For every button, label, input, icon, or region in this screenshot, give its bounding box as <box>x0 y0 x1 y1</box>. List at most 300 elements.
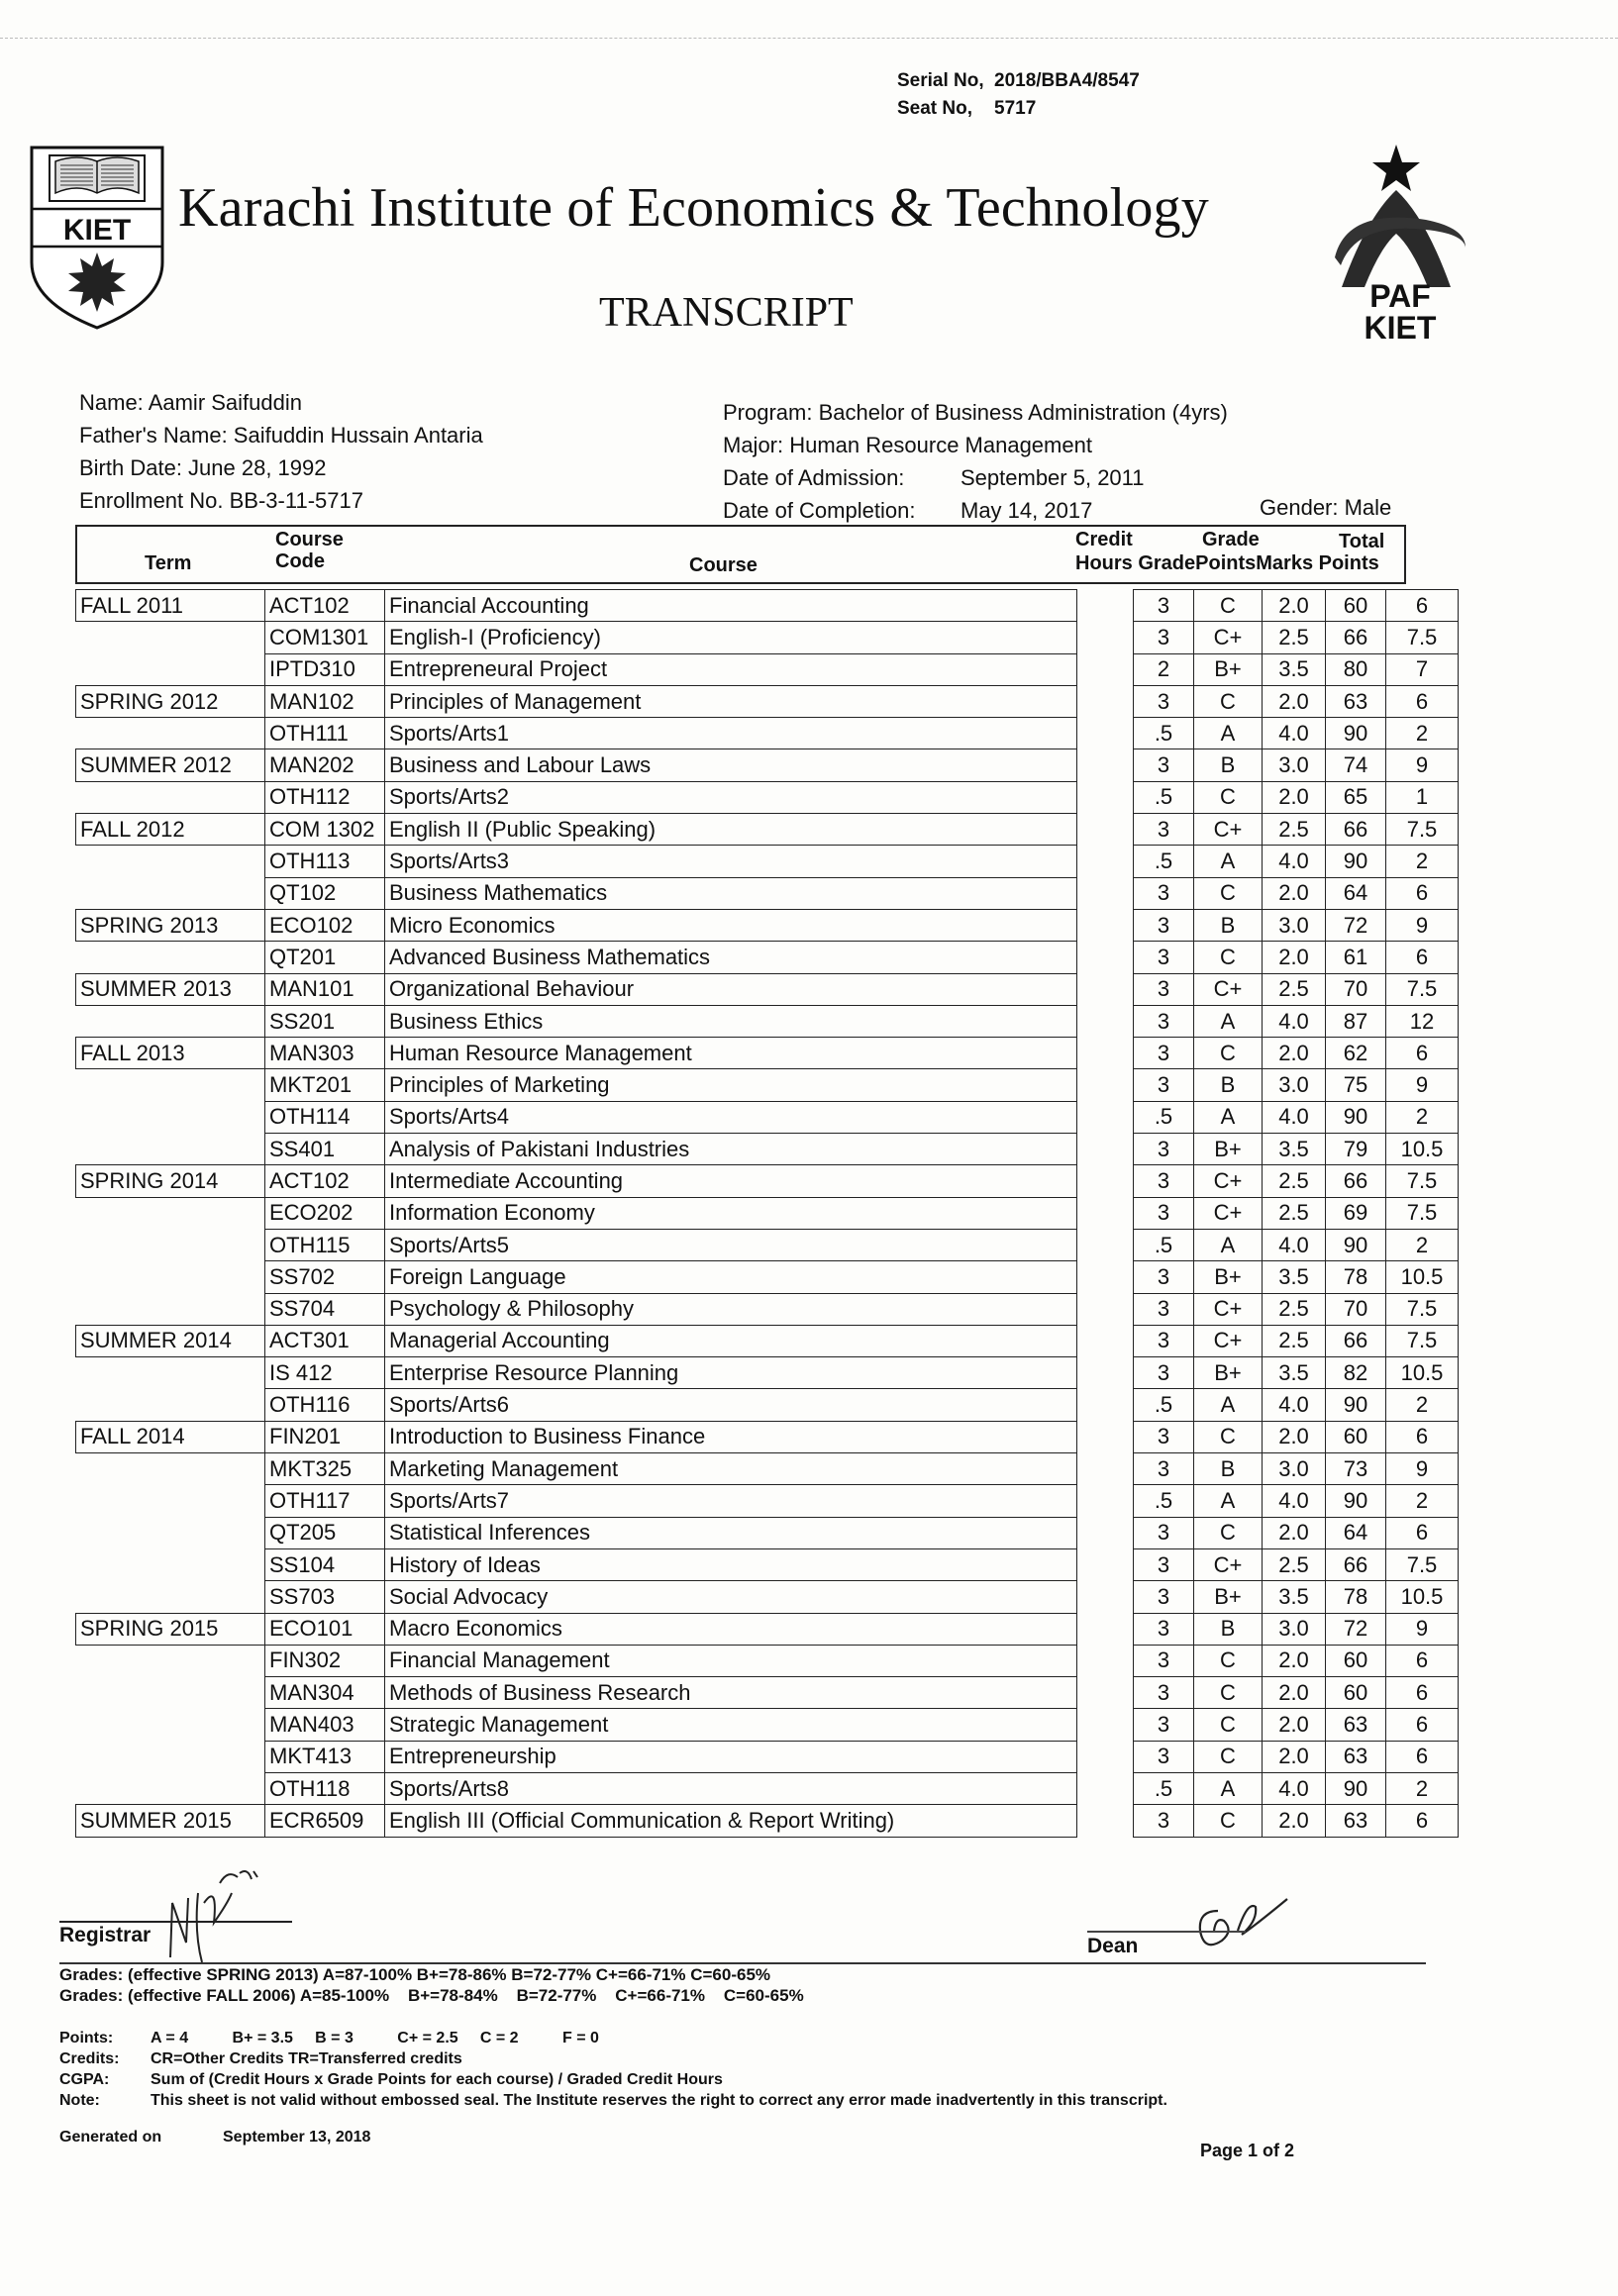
serial-label: Serial No, <box>897 70 984 91</box>
registrar-signature-line <box>59 1921 292 1923</box>
grade-cell: B <box>1194 909 1263 941</box>
table-row <box>76 1645 1459 1676</box>
term-cell <box>76 942 265 973</box>
term-cell: SPRING 2013 <box>76 909 265 941</box>
course-name-cell: Statistical Inferences <box>385 1517 1077 1548</box>
grade-points-cell: 2.5 <box>1263 622 1326 653</box>
grade-points-cell: 3.5 <box>1263 1357 1326 1389</box>
table-row <box>76 1389 1459 1421</box>
grade-points-cell: 2.0 <box>1263 1517 1326 1548</box>
course-name-cell: History of Ideas <box>385 1548 1077 1580</box>
credit-hours-cell: .5 <box>1134 1485 1194 1517</box>
total-points-cell: 10.5 <box>1386 1357 1459 1389</box>
course-code-cell: COM1301 <box>265 622 385 653</box>
grade-cell: C <box>1194 1517 1263 1548</box>
course-name-cell: Sports/Arts2 <box>385 781 1077 813</box>
course-code-cell: MAN403 <box>265 1709 385 1741</box>
credit-hours-cell: 3 <box>1134 590 1194 622</box>
course-code-cell: OTH116 <box>265 1389 385 1421</box>
term-cell <box>76 1229 265 1260</box>
spacer-cell <box>1077 846 1134 877</box>
course-name-cell: Business Mathematics <box>385 877 1077 909</box>
total-points-cell: 6 <box>1386 1709 1459 1741</box>
term-cell <box>76 1453 265 1485</box>
institute-name: Karachi Institute of Economics & Technology <box>178 177 1209 239</box>
course-name-cell: Human Resource Management <box>385 1038 1077 1069</box>
course-code-cell: IS 412 <box>265 1357 385 1389</box>
grade-cell: B <box>1194 749 1263 781</box>
marks-cell: 69 <box>1326 1197 1386 1229</box>
credit-hours-cell: 3 <box>1134 1645 1194 1676</box>
course-name-cell: Sports/Arts5 <box>385 1229 1077 1260</box>
table-row <box>76 814 1459 846</box>
grade-points-cell: 3.0 <box>1263 1453 1326 1485</box>
marks-cell: 90 <box>1326 846 1386 877</box>
credit-hours-cell: 3 <box>1134 877 1194 909</box>
table-row <box>76 1069 1459 1101</box>
grade-cell: A <box>1194 846 1263 877</box>
grade-points-cell: 2.0 <box>1263 942 1326 973</box>
total-points-cell: 7.5 <box>1386 1548 1459 1580</box>
total-points-cell: 1 <box>1386 781 1459 813</box>
grade-cell: C <box>1194 1645 1263 1676</box>
spacer-cell <box>1077 1453 1134 1485</box>
grade-points-cell: 4.0 <box>1263 846 1326 877</box>
spacer-cell <box>1077 685 1134 717</box>
seat-number: 5717 <box>994 98 1037 119</box>
course-name-cell: Business and Labour Laws <box>385 749 1077 781</box>
marks-cell: 73 <box>1326 1453 1386 1485</box>
spacer-cell <box>1077 1421 1134 1452</box>
course-code-cell: MAN304 <box>265 1677 385 1709</box>
term-cell: SUMMER 2015 <box>76 1805 265 1837</box>
term-cell: FALL 2012 <box>76 814 265 846</box>
credit-hours-cell: 3 <box>1134 685 1194 717</box>
table-row <box>76 1325 1459 1356</box>
table-row <box>76 1741 1459 1772</box>
course-code-cell: MAN101 <box>265 973 385 1005</box>
grade-cell: C <box>1194 942 1263 973</box>
enrollment-number: Enrollment No. BB-3-11-5717 <box>79 488 363 513</box>
total-points-cell: 10.5 <box>1386 1134 1459 1165</box>
total-points-cell: 7.5 <box>1386 814 1459 846</box>
admission-label: Date of Admission: <box>723 465 905 490</box>
course-code-cell: QT205 <box>265 1517 385 1548</box>
table-row <box>76 1805 1459 1837</box>
course-code-cell: MAN102 <box>265 685 385 717</box>
spacer-cell <box>1077 1805 1134 1837</box>
total-points-cell: 6 <box>1386 877 1459 909</box>
grade-cell: C+ <box>1194 1165 1263 1197</box>
course-name-cell: Intermediate Accounting <box>385 1165 1077 1197</box>
grade-cell: A <box>1194 718 1263 749</box>
book-icon <box>55 157 139 193</box>
grade-points-cell: 3.5 <box>1263 653 1326 685</box>
cgpa-value: Sum of (Credit Hours x Grade Points for each course) / Graded Credit Hours <box>151 2071 723 2088</box>
grade-points-cell: 3.0 <box>1263 1613 1326 1645</box>
spacer-cell <box>1077 909 1134 941</box>
spacer-cell <box>1077 622 1134 653</box>
course-code-cell: ECR6509 <box>265 1805 385 1837</box>
document-title: TRANSCRIPT <box>599 290 854 336</box>
course-code-cell: MKT325 <box>265 1453 385 1485</box>
grades-fall-2006: Grades: (effective FALL 2006) A=85-100% B+=78-84% B=72-77% C+=66-71% C=60-65% <box>59 1986 804 2005</box>
term-cell <box>76 1357 265 1389</box>
term-cell <box>76 1134 265 1165</box>
course-code-cell: IPTD310 <box>265 653 385 685</box>
table-row <box>76 1261 1459 1293</box>
course-code-cell: FIN302 <box>265 1645 385 1676</box>
course-code-cell: QT201 <box>265 942 385 973</box>
marks-cell: 90 <box>1326 1229 1386 1260</box>
marks-cell: 75 <box>1326 1069 1386 1101</box>
total-points-cell: 6 <box>1386 1038 1459 1069</box>
grade-points-cell: 3.0 <box>1263 749 1326 781</box>
marks-cell: 90 <box>1326 1772 1386 1804</box>
term-cell: FALL 2011 <box>76 590 265 622</box>
total-points-cell: 2 <box>1386 1229 1459 1260</box>
grade-points-cell: 2.0 <box>1263 1645 1326 1676</box>
course-name-cell: English II (Public Speaking) <box>385 814 1077 846</box>
grade-points-cell: 2.5 <box>1263 1197 1326 1229</box>
total-points-cell: 9 <box>1386 1069 1459 1101</box>
spacer-cell <box>1077 1548 1134 1580</box>
total-points-cell: 2 <box>1386 846 1459 877</box>
course-name-cell: Entrepreneural Project <box>385 653 1077 685</box>
marks-cell: 65 <box>1326 781 1386 813</box>
spacer-cell <box>1077 1677 1134 1709</box>
course-code-cell: ACT102 <box>265 1165 385 1197</box>
grade-cell: C <box>1194 877 1263 909</box>
credit-hours-cell: 2 <box>1134 653 1194 685</box>
course-name-cell: Enterprise Resource Planning <box>385 1357 1077 1389</box>
course-name-cell: Principles of Marketing <box>385 1069 1077 1101</box>
spacer-cell <box>1077 1101 1134 1133</box>
credit-hours-cell: .5 <box>1134 1389 1194 1421</box>
course-name-cell: Sports/Arts8 <box>385 1772 1077 1804</box>
table-row <box>76 622 1459 653</box>
credit-hours-cell: 3 <box>1134 973 1194 1005</box>
grade-points-cell: 4.0 <box>1263 1485 1326 1517</box>
term-cell <box>76 1548 265 1580</box>
term-cell <box>76 1677 265 1709</box>
term-cell <box>76 877 265 909</box>
total-points-cell: 10.5 <box>1386 1261 1459 1293</box>
table-row <box>76 846 1459 877</box>
grade-points-cell: 4.0 <box>1263 1389 1326 1421</box>
spacer-cell <box>1077 1261 1134 1293</box>
course-name-cell: Psychology & Philosophy <box>385 1293 1077 1325</box>
dean-signature <box>1188 1891 1307 1960</box>
course-code-cell: OTH113 <box>265 846 385 877</box>
course-name-cell: Social Advocacy <box>385 1581 1077 1613</box>
dean-label: Dean <box>1087 1935 1139 1957</box>
table-row <box>76 1293 1459 1325</box>
course-code-cell: SS401 <box>265 1134 385 1165</box>
credit-hours-cell: 3 <box>1134 1069 1194 1101</box>
grade-cell: A <box>1194 1229 1263 1260</box>
grade-cell: B+ <box>1194 1261 1263 1293</box>
course-name-cell: Entrepreneurship <box>385 1741 1077 1772</box>
course-name-cell: Strategic Management <box>385 1709 1077 1741</box>
table-row <box>76 1005 1459 1037</box>
credit-hours-cell: 3 <box>1134 1261 1194 1293</box>
grade-points-cell: 2.5 <box>1263 1325 1326 1356</box>
course-code-cell: ACT102 <box>265 590 385 622</box>
table-row <box>76 1134 1459 1165</box>
term-cell <box>76 781 265 813</box>
credit-hours-cell: 3 <box>1134 1325 1194 1356</box>
total-points-cell: 6 <box>1386 942 1459 973</box>
total-points-cell: 2 <box>1386 1389 1459 1421</box>
table-row <box>76 1548 1459 1580</box>
course-name-cell: Marketing Management <box>385 1453 1077 1485</box>
spacer-cell <box>1077 1229 1134 1260</box>
logo-kiet-text: KIET <box>1364 310 1437 346</box>
spacer-cell <box>1077 1005 1134 1037</box>
grade-points-cell: 2.0 <box>1263 781 1326 813</box>
marks-cell: 80 <box>1326 653 1386 685</box>
grade-cell: C+ <box>1194 622 1263 653</box>
credit-hours-cell: 3 <box>1134 622 1194 653</box>
credit-hours-cell: 3 <box>1134 1005 1194 1037</box>
marks-cell: 60 <box>1326 590 1386 622</box>
generated-label: Generated on <box>59 2129 162 2146</box>
course-name-cell: Financial Management <box>385 1645 1077 1676</box>
table-row <box>76 1101 1459 1133</box>
header-hours-row: Hours GradePointsMarks Points <box>1075 552 1379 574</box>
table-row <box>76 1453 1459 1485</box>
logo-paf-text: PAF <box>1369 278 1431 314</box>
spacer-cell <box>1077 1165 1134 1197</box>
grade-cell: A <box>1194 1772 1263 1804</box>
seat-label: Seat No, <box>897 98 973 119</box>
grade-points-cell: 3.0 <box>1263 909 1326 941</box>
term-cell <box>76 1709 265 1741</box>
marks-cell: 74 <box>1326 749 1386 781</box>
grade-cell: C <box>1194 590 1263 622</box>
table-row <box>76 1709 1459 1741</box>
term-cell <box>76 846 265 877</box>
total-points-cell: 7.5 <box>1386 1165 1459 1197</box>
scan-edge <box>0 38 1618 39</box>
course-name-cell: Introduction to Business Finance <box>385 1421 1077 1452</box>
total-points-cell: 6 <box>1386 1741 1459 1772</box>
table-row <box>76 1197 1459 1229</box>
grade-cell: B+ <box>1194 1357 1263 1389</box>
header-code-line2: Code <box>275 550 325 572</box>
marks-cell: 87 <box>1326 1005 1386 1037</box>
total-points-cell: 7.5 <box>1386 1293 1459 1325</box>
marks-cell: 82 <box>1326 1357 1386 1389</box>
credit-hours-cell: 3 <box>1134 1165 1194 1197</box>
course-code-cell: OTH115 <box>265 1229 385 1260</box>
course-name-cell: Financial Accounting <box>385 590 1077 622</box>
spacer-cell <box>1077 1485 1134 1517</box>
table-row <box>76 781 1459 813</box>
transcript-table <box>75 589 1459 1838</box>
course-name-cell: Methods of Business Research <box>385 1677 1077 1709</box>
term-cell <box>76 1101 265 1133</box>
term-cell: SPRING 2014 <box>76 1165 265 1197</box>
grade-cell: C+ <box>1194 814 1263 846</box>
spacer-cell <box>1077 718 1134 749</box>
admission-date: September 5, 2011 <box>961 465 1145 490</box>
course-name-cell: English-I (Proficiency) <box>385 622 1077 653</box>
term-cell <box>76 622 265 653</box>
grade-cell: A <box>1194 1389 1263 1421</box>
student-info-right <box>723 396 1228 527</box>
spacer-cell <box>1077 653 1134 685</box>
total-points-cell: 2 <box>1386 1772 1459 1804</box>
grade-points-cell: 4.0 <box>1263 718 1326 749</box>
header-total: Total <box>1339 531 1385 552</box>
term-cell: FALL 2014 <box>76 1421 265 1452</box>
marks-cell: 60 <box>1326 1677 1386 1709</box>
course-code-cell: QT102 <box>265 877 385 909</box>
grading-scales <box>59 1964 804 2006</box>
total-points-cell: 10.5 <box>1386 1581 1459 1613</box>
course-code-cell: ECO202 <box>265 1197 385 1229</box>
grade-points-cell: 2.5 <box>1263 1293 1326 1325</box>
total-points-cell: 6 <box>1386 685 1459 717</box>
table-row <box>76 749 1459 781</box>
header-grade-top: Grade <box>1202 529 1260 550</box>
spacer-cell <box>1077 1357 1134 1389</box>
grades-spring-2013: Grades: (effective SPRING 2013) A=87-100% B+=78-86% B=72-77% C+=66-71% C=60-65% <box>59 1965 771 1984</box>
grade-cell: C <box>1194 1805 1263 1837</box>
kiet-crest-logo <box>28 144 166 332</box>
marks-cell: 72 <box>1326 1613 1386 1645</box>
credits-value: CR=Other Credits TR=Transferred credits <box>151 2050 462 2067</box>
term-cell <box>76 1485 265 1517</box>
course-code-cell: MAN202 <box>265 749 385 781</box>
course-code-cell: MAN303 <box>265 1038 385 1069</box>
course-name-cell: Principles of Management <box>385 685 1077 717</box>
spacer-cell <box>1077 1325 1134 1356</box>
grade-points-cell: 2.0 <box>1263 877 1326 909</box>
spacer-cell <box>1077 1134 1134 1165</box>
course-code-cell: SS201 <box>265 1005 385 1037</box>
grade-points-cell: 4.0 <box>1263 1005 1326 1037</box>
term-cell <box>76 1389 265 1421</box>
spacer-cell <box>1077 749 1134 781</box>
serial-block <box>897 67 1140 123</box>
table-row <box>76 1772 1459 1804</box>
total-points-cell: 7.5 <box>1386 622 1459 653</box>
table-row <box>76 685 1459 717</box>
total-points-cell: 6 <box>1386 1677 1459 1709</box>
table-row <box>76 1517 1459 1548</box>
term-cell <box>76 1581 265 1613</box>
marks-cell: 62 <box>1326 1038 1386 1069</box>
credit-hours-cell: 3 <box>1134 1613 1194 1645</box>
credit-hours-cell: 3 <box>1134 1421 1194 1452</box>
registrar-signature <box>158 1863 297 1972</box>
marks-cell: 64 <box>1326 877 1386 909</box>
total-points-cell: 6 <box>1386 1421 1459 1452</box>
term-cell <box>76 718 265 749</box>
serial-number: 2018/BBA4/8547 <box>994 70 1140 91</box>
total-points-cell: 9 <box>1386 1613 1459 1645</box>
marks-cell: 66 <box>1326 622 1386 653</box>
total-points-cell: 9 <box>1386 909 1459 941</box>
grade-points-cell: 2.0 <box>1263 1709 1326 1741</box>
marks-cell: 63 <box>1326 1709 1386 1741</box>
gender: Gender: Male <box>1260 495 1392 520</box>
course-name-cell: Sports/Arts1 <box>385 718 1077 749</box>
marks-cell: 90 <box>1326 718 1386 749</box>
grade-points-cell: 2.0 <box>1263 1421 1326 1452</box>
term-cell <box>76 1772 265 1804</box>
grade-cell: C+ <box>1194 1197 1263 1229</box>
spacer-cell <box>1077 877 1134 909</box>
total-points-cell: 6 <box>1386 1805 1459 1837</box>
marks-cell: 61 <box>1326 942 1386 973</box>
table-header <box>75 525 1406 584</box>
total-points-cell: 7 <box>1386 653 1459 685</box>
marks-cell: 63 <box>1326 1741 1386 1772</box>
course-code-cell: OTH114 <box>265 1101 385 1133</box>
total-points-cell: 6 <box>1386 1517 1459 1548</box>
table-row <box>76 1613 1459 1645</box>
course-code-cell: OTH118 <box>265 1772 385 1804</box>
total-points-cell: 2 <box>1386 1101 1459 1133</box>
grade-cell: C <box>1194 685 1263 717</box>
spacer-cell <box>1077 1069 1134 1101</box>
marks-cell: 64 <box>1326 1517 1386 1548</box>
grade-cell: A <box>1194 1485 1263 1517</box>
header-credit: Credit <box>1075 529 1133 550</box>
table-row <box>76 718 1459 749</box>
grade-points-cell: 2.0 <box>1263 1741 1326 1772</box>
term-cell: SUMMER 2013 <box>76 973 265 1005</box>
grade-cell: B <box>1194 1453 1263 1485</box>
dean-signature-line <box>1087 1931 1246 1933</box>
credit-hours-cell: .5 <box>1134 781 1194 813</box>
credit-hours-cell: 3 <box>1134 1548 1194 1580</box>
table-row <box>76 1485 1459 1517</box>
term-cell <box>76 1645 265 1676</box>
marks-cell: 63 <box>1326 1805 1386 1837</box>
table-row <box>76 973 1459 1005</box>
course-name-cell: Business Ethics <box>385 1005 1077 1037</box>
course-name-cell: Macro Economics <box>385 1613 1077 1645</box>
grade-points-cell: 2.0 <box>1263 590 1326 622</box>
grade-cell: C+ <box>1194 1325 1263 1356</box>
generated-date: September 13, 2018 <box>223 2129 371 2146</box>
grade-points-cell: 3.5 <box>1263 1581 1326 1613</box>
grade-points-cell: 2.0 <box>1263 1038 1326 1069</box>
course-name-cell: Organizational Behaviour <box>385 973 1077 1005</box>
credit-hours-cell: 3 <box>1134 1709 1194 1741</box>
grade-cell: B+ <box>1194 653 1263 685</box>
credits-label: Credits: <box>59 2050 120 2067</box>
course-name-cell: Analysis of Pakistani Industries <box>385 1134 1077 1165</box>
table-row <box>76 1038 1459 1069</box>
course-code-cell: OTH111 <box>265 718 385 749</box>
grade-cell: C+ <box>1194 973 1263 1005</box>
course-name-cell: Micro Economics <box>385 909 1077 941</box>
credit-hours-cell: .5 <box>1134 718 1194 749</box>
grade-points-cell: 2.5 <box>1263 814 1326 846</box>
course-code-cell: MKT201 <box>265 1069 385 1101</box>
term-cell <box>76 1293 265 1325</box>
header-term: Term <box>145 552 192 574</box>
grade-cell: B <box>1194 1613 1263 1645</box>
legend <box>59 2028 1167 2111</box>
total-points-cell: 7.5 <box>1386 1325 1459 1356</box>
